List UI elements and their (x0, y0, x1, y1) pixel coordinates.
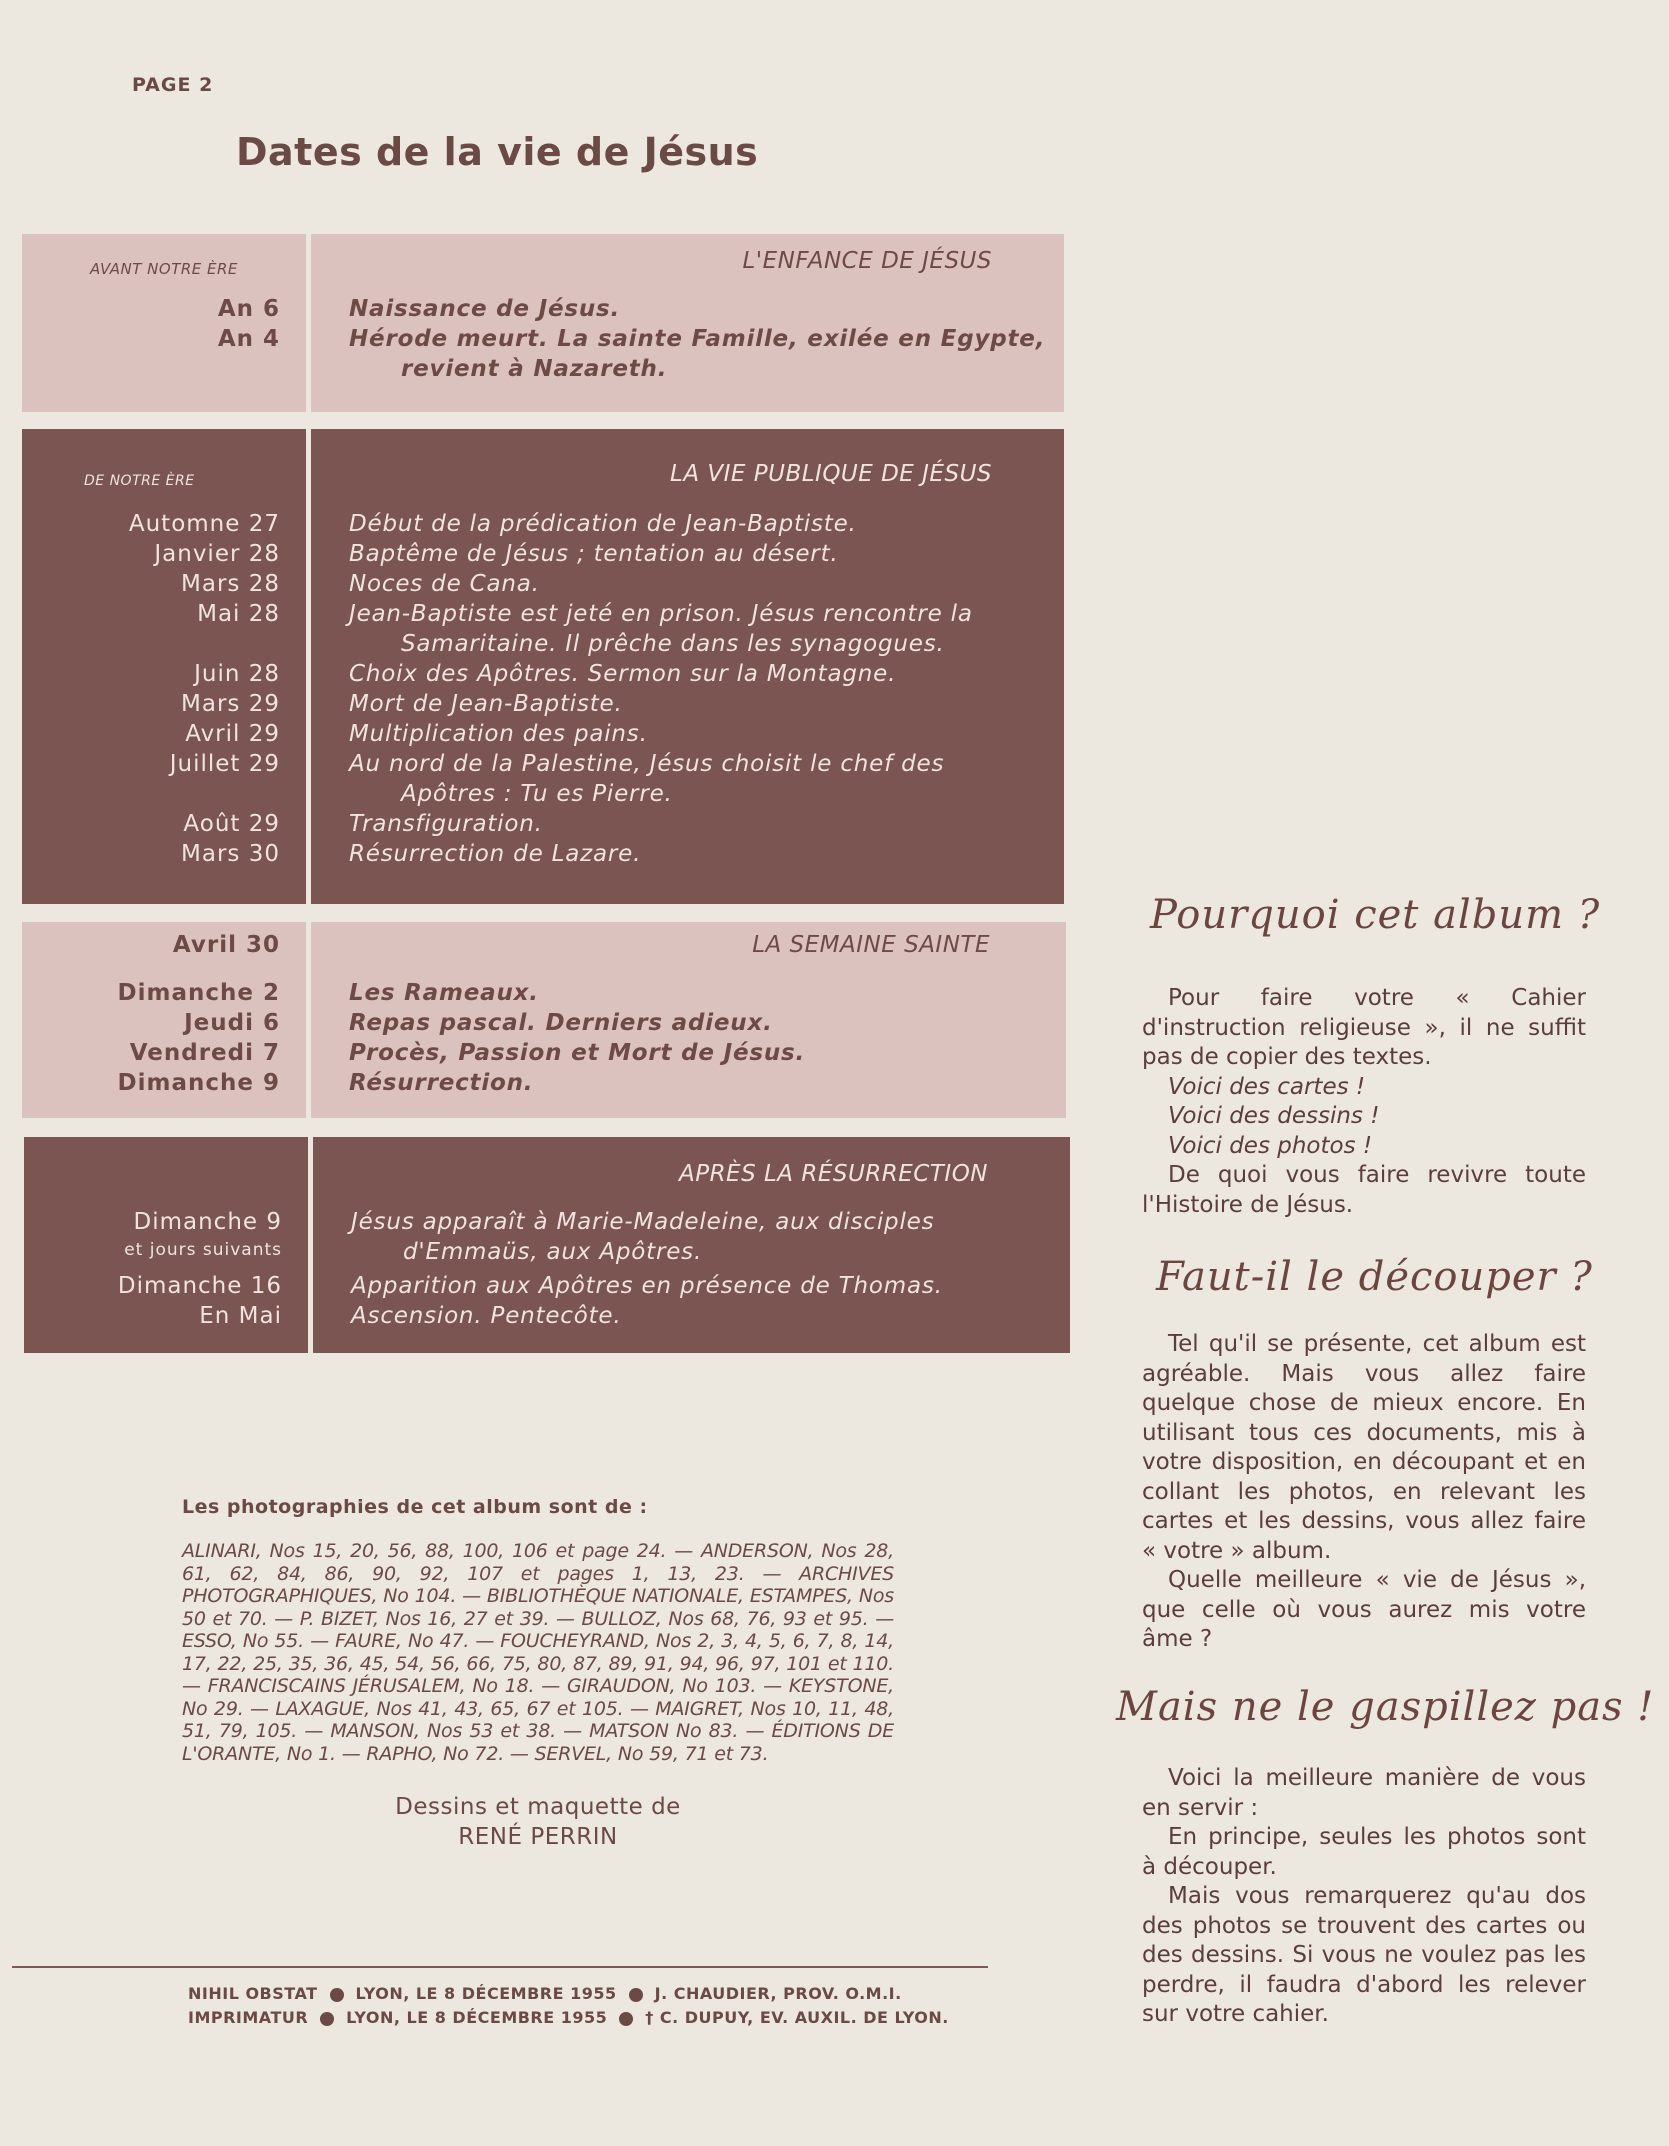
section-heading: L'ENFANCE DE JÉSUS (742, 248, 992, 274)
sidebar-paragraph: De quoi vous faire revivre toute l'Histoire de Jésus. (1142, 1162, 1586, 1218)
date-item: Juin 28 (194, 661, 280, 687)
sidebar-block-1 (1142, 984, 1586, 1220)
sidebar-paragraph: Quelle meilleure « vie de Jésus », que celle où vous aurez mis votre âme ? (1142, 1567, 1586, 1652)
event-item: Les Rameaux. (349, 980, 539, 1006)
event-item: Au nord de la Palestine, Jésus choisit le chef des (349, 751, 945, 777)
section-apres-resurrection-dates (24, 1137, 308, 1353)
sidebar-voici-line: Voici des dessins ! (1168, 1103, 1380, 1129)
section-semaine-sainte-events (311, 922, 1066, 1118)
bullet-icon (619, 2012, 633, 2026)
section-enfance-events (311, 234, 1064, 412)
imprimatur-label: IMPRIMATUR (188, 2008, 309, 2027)
bullet-icon (629, 1988, 643, 2002)
event-item: Choix des Apôtres. Sermon sur la Montagne. (349, 661, 897, 687)
sidebar-heading-decouper: Faut-il le découper ? (1156, 1254, 1593, 1300)
sidebar-paragraph: Mais vous remarquerez qu'au dos des photos se trouvent des cartes ou des dessins. Si vous ne voulez pas les perdre, il faudra d'abord les relever sur votre cahier. (1142, 1883, 1586, 2027)
event-item: revient à Nazareth. (401, 356, 668, 382)
event-item: Jésus apparaît à Marie-Madeleine, aux disciples (351, 1209, 935, 1235)
date-item: Août 29 (183, 811, 280, 837)
design-credit-line: Dessins et maquette de (395, 1794, 681, 1820)
nihil-obstat-place: LYON, LE 8 DÉCEMBRE 1955 (355, 1984, 617, 2003)
event-item: Mort de Jean-Baptiste. (349, 691, 623, 717)
nihil-obstat-line (188, 1984, 902, 2003)
date-item: Mai 28 (197, 601, 280, 627)
bullet-icon (320, 2012, 334, 2026)
imprimatur-line (188, 2008, 949, 2027)
date-item: Juillet 29 (169, 751, 280, 777)
credits-body: ALINARI, Nos 15, 20, 56, 88, 100, 106 et page 24. — ANDERSON, Nos 28, 61, 62, 84, 86, 90, 92, 107 et pages 1, 13, 23. — ARCHIVES PHOTOGRAPHIQUES, No 104. — BIBLIOTHÈQUE NATIONALE, ESTAMPES, Nos 50 et 70. — P. BIZET, Nos 16, 27 et 39. — BULLOZ, Nos 68, 76, 93 et 95. — ESSO, No 55. — FAURE, No 47. — FOUCHEYRAND, Nos 2, 3, 4, 5, 6, 7, 8, 14, 17, 22, 25, 35, 36, 45, 54, 56, 66, 75, 80, 87, 89, 91, 94, 96, 97, 101 et 110. — FRANCISCAINS JÉRUSALEM, No 18. — GIRAUDON, No 103. — KEYSTONE, No 29. — LAXAGUE, Nos 41, 43, 65, 67 et 105. — MAIGRET, Nos 10, 11, 48, 51, 79, 105. — MANSON, Nos 53 et 38. — MATSON No 83. — ÉDITIONS DE L'ORANTE, No 1. — RAPHO, No 72. — SERVEL, No 59, 71 et 73. (182, 1540, 894, 1765)
date-item: Dimanche 9 (133, 1209, 282, 1235)
page-title: Dates de la vie de Jésus (236, 130, 759, 174)
event-item: d'Emmaüs, aux Apôtres. (403, 1239, 703, 1265)
sidebar-paragraph: Voici la meilleure manière de vous en servir : (1142, 1765, 1586, 1821)
event-item: Jean-Baptiste est jeté en prison. Jésus rencontre la (349, 601, 973, 627)
sidebar-voici-line: Voici des cartes ! (1168, 1073, 1366, 1100)
sidebar-block-2 (1142, 1330, 1586, 1655)
date-heading: Avril 30 (172, 932, 280, 958)
date-item: Vendredi 7 (129, 1040, 280, 1066)
design-credit (182, 1792, 894, 1852)
event-item: Apparition aux Apôtres en présence de Thomas. (351, 1273, 943, 1299)
section-heading: LA VIE PUBLIQUE DE JÉSUS (670, 461, 992, 487)
era-label: AVANT NOTRE ÈRE (90, 260, 238, 278)
sidebar-heading-pourquoi: Pourquoi cet album ? (1150, 892, 1601, 938)
credits-lead: Les photographies de cet album sont de : (182, 1496, 648, 1518)
nihil-obstat-name: J. CHAUDIER, PROV. O.M.I. (654, 1984, 902, 2003)
photo-credits (182, 1496, 894, 1765)
section-apres-resurrection-events (313, 1137, 1070, 1353)
sidebar-heading-gaspillez: Mais ne le gaspillez pas ! (1116, 1684, 1655, 1730)
event-item: Résurrection de Lazare. (349, 841, 642, 867)
event-item: Procès, Passion et Mort de Jésus. (349, 1040, 806, 1066)
sidebar-paragraph: En principe, seules les photos sont à découper. (1142, 1824, 1586, 1880)
event-item: Repas pascal. Derniers adieux. (349, 1010, 773, 1036)
section-heading: APRÈS LA RÉSURRECTION (678, 1161, 988, 1187)
date-item: Dimanche 2 (117, 980, 280, 1006)
event-item: Baptême de Jésus ; tentation au désert. (349, 541, 839, 567)
sidebar-paragraph: Tel qu'il se présente, cet album est agréable. Mais vous allez faire quelque chose de mieux encore. En utilisant tous ces documents, mis à votre disposition, en découpant et en collant les photos, en relevant les cartes et les dessins, vous allez faire « votre » album. (1142, 1331, 1586, 1564)
date-item: En Mai (199, 1303, 282, 1329)
bullet-icon (330, 1988, 344, 2002)
date-item: Dimanche 9 (117, 1070, 280, 1096)
date-item: An 4 (217, 326, 280, 352)
section-enfance-dates (22, 234, 306, 412)
date-item: Mars 30 (181, 841, 280, 867)
event-item: Ascension. Pentecôte. (351, 1303, 622, 1329)
imprimatur-place: LYON, LE 8 DÉCEMBRE 1955 (346, 2008, 608, 2027)
imprimatur-name: † C. DUPUY, EV. AUXIL. DE LYON. (645, 2008, 949, 2027)
section-semaine-sainte-dates (22, 922, 306, 1118)
designer-name: RENÉ PERRIN (458, 1824, 618, 1850)
event-item: Noces de Cana. (349, 571, 540, 597)
date-item: Dimanche 16 (117, 1273, 282, 1299)
date-note: et jours suivants (124, 1240, 282, 1260)
date-item: Jeudi 6 (184, 1010, 280, 1036)
divider-rule (12, 1966, 988, 1968)
event-item: Résurrection. (349, 1070, 534, 1096)
sidebar-paragraph: Pour faire votre « Cahier d'instruction religieuse », il ne suffit pas de copier des textes. (1142, 985, 1586, 1070)
section-enfance (22, 234, 1064, 412)
event-item: Transfiguration. (349, 811, 543, 837)
date-item: An 6 (217, 296, 280, 322)
date-item: Janvier 28 (154, 541, 280, 567)
section-semaine-sainte (22, 922, 1066, 1118)
nihil-obstat-label: NIHIL OBSTAT (188, 1984, 318, 2003)
event-item: Naissance de Jésus. (349, 296, 621, 322)
section-vie-publique-dates (22, 429, 306, 904)
date-item: Automne 27 (128, 511, 280, 537)
date-item: Mars 28 (181, 571, 280, 597)
page-label: PAGE 2 (132, 74, 214, 96)
event-item: Multiplication des pains. (349, 721, 648, 747)
section-vie-publique-events (311, 429, 1064, 904)
section-vie-publique (22, 429, 1064, 904)
date-item: Mars 29 (181, 691, 280, 717)
section-heading: LA SEMAINE SAINTE (752, 932, 990, 958)
section-apres-resurrection (24, 1137, 1070, 1353)
event-item: Samaritaine. Il prêche dans les synagogues. (401, 631, 945, 657)
event-item: Apôtres : Tu es Pierre. (401, 781, 673, 807)
sidebar-voici-line: Voici des photos ! (1168, 1132, 1373, 1159)
era-label: DE NOTRE ÈRE (84, 473, 195, 489)
sidebar-block-3 (1142, 1764, 1586, 2030)
date-item: Avril 29 (185, 721, 280, 747)
event-item: Hérode meurt. La sainte Famille, exilée en Egypte, (349, 326, 1046, 352)
event-item: Début de la prédication de Jean-Baptiste. (349, 511, 857, 537)
